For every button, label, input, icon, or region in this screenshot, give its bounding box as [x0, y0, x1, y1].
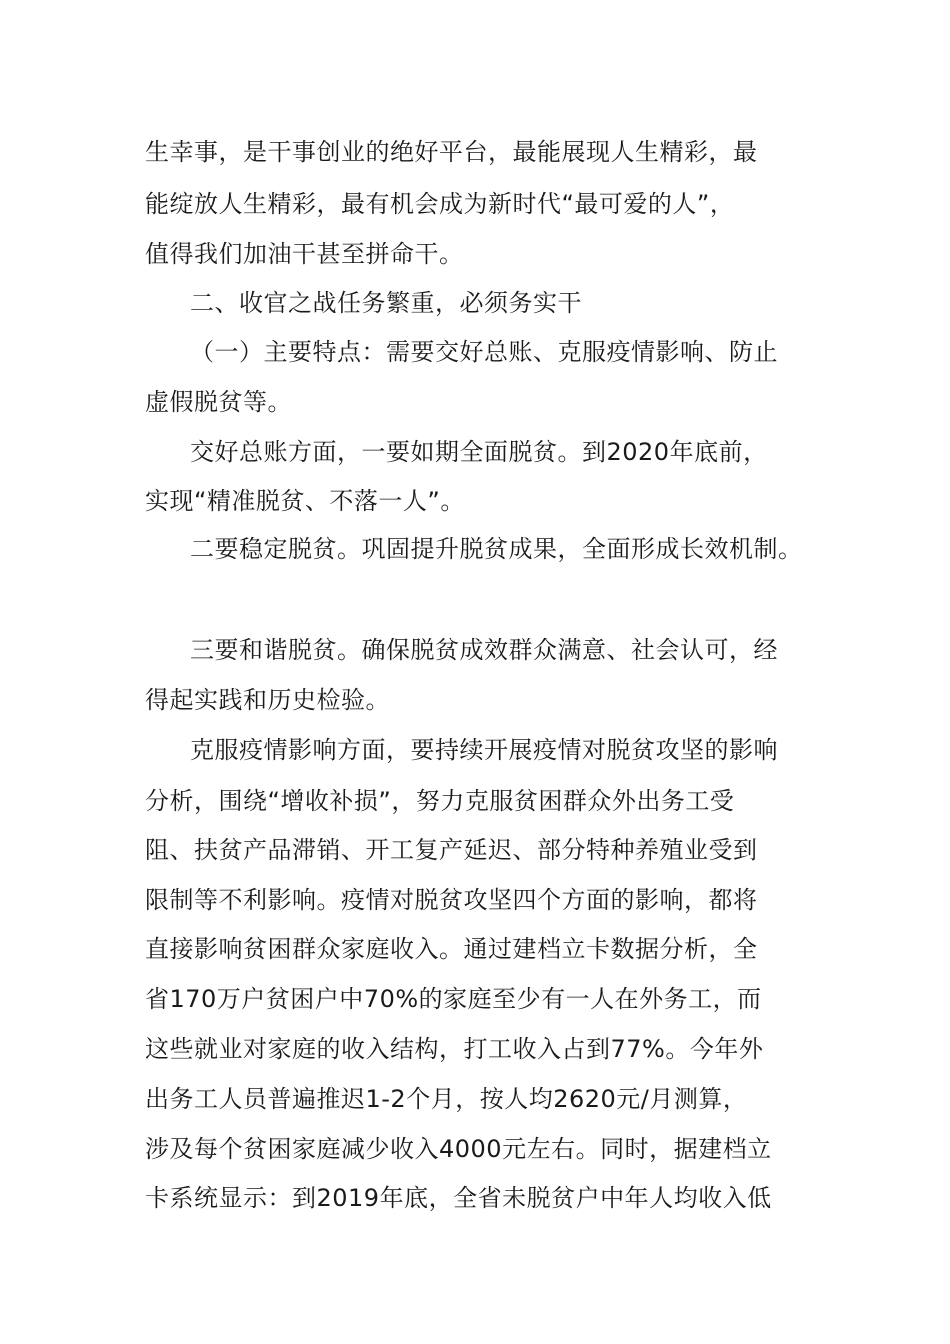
section-heading: 二、收官之战任务繁重，必须务实干 [190, 289, 582, 317]
text-line: 这些就业对家庭的收入结构，打工收入占到77%。今年外 [145, 1035, 764, 1063]
text-line: 涉及每个贫困家庭减少收入4000元左右。同时，据建档立 [145, 1135, 772, 1163]
text-line: 直接影响贫困群众家庭收入。通过建档立卡数据分析，全 [145, 935, 758, 963]
text-line: 分析，围绕“增收补损”，努力克服贫困群众外出务工受 [145, 787, 735, 815]
text-line: 省170万户贫困户中70%的家庭至少有一人在外务工，而 [145, 985, 762, 1013]
text-line: 三要和谐脱贫。确保脱贫成效群众满意、社会认可，经 [190, 636, 778, 664]
text-line: 阻、扶贫产品滞销、开工复产延迟、部分特种养殖业受到 [145, 836, 758, 864]
text-line: 能绽放人生精彩，最有机会成为新时代“最可爱的人”， [145, 190, 735, 218]
text-line: 交好总账方面，一要如期全面脱贫。到2020年底前， [190, 438, 768, 466]
text-line: 克服疫情影响方面，要持续开展疫情对脱贫攻坚的影响 [190, 736, 778, 764]
text-line: 二要稳定脱贫。巩固提升脱贫成果，全面形成长效机制。 [190, 535, 803, 563]
subsection-heading: （一）主要特点：需要交好总账、克服疫情影响、防止 [190, 338, 778, 366]
text-line: 生幸事，是干事创业的绝好平台，最能展现人生精彩，最 [145, 138, 758, 166]
text-line: 限制等不利影响。疫情对脱贫攻坚四个方面的影响，都将 [145, 886, 758, 914]
text-line: 卡系统显示：到2019年底，全省未脱贫户中年人均收入低 [145, 1184, 772, 1212]
text-line: 实现“精准脱贫、不落一人”。 [145, 487, 465, 515]
text-line: 得起实践和历史检验。 [145, 686, 390, 714]
text-line: 出务工人员普遍推迟1-2个月，按人均2620元/月测算， [145, 1085, 748, 1113]
text-line: 值得我们加油干甚至拼命干。 [145, 240, 464, 268]
text-line: 虚假脱贫等。 [145, 388, 292, 416]
